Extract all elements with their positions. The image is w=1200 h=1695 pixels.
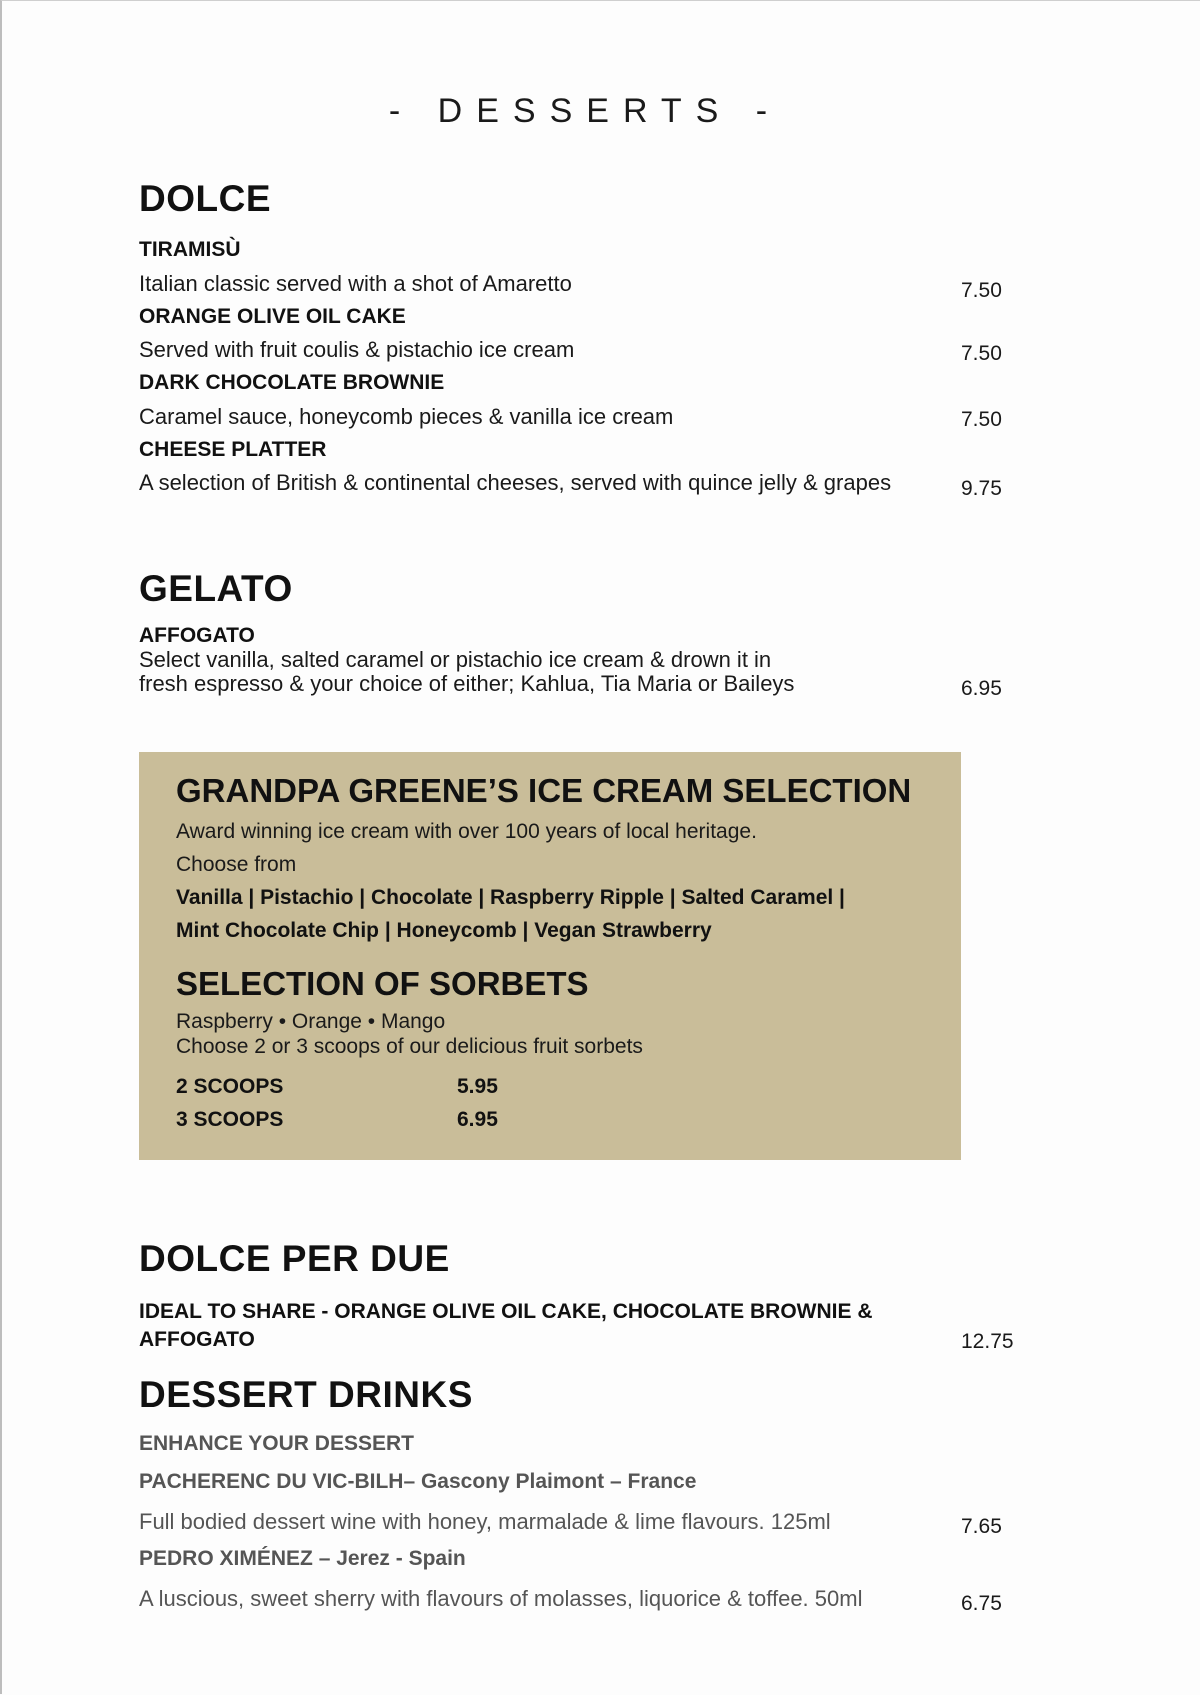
menu-item-desc: Italian classic served with a shot of Amaretto <box>139 271 572 296</box>
section-heading-dessert-drinks: DESSERT DRINKS <box>139 1374 473 1415</box>
drinks-subheading: ENHANCE YOUR DESSERT <box>139 1432 414 1455</box>
dessert-drinks-section <box>139 1374 1039 1416</box>
menu-item-name: DARK CHOCOLATE BROWNIE <box>139 371 445 394</box>
menu-item-price: 6.95 <box>961 677 1002 700</box>
scoop-option-price: 6.95 <box>457 1108 498 1131</box>
menu-item-desc <box>139 648 794 696</box>
menu-item-price: 9.75 <box>961 477 1002 500</box>
menu-item-price: 7.65 <box>961 1515 1002 1538</box>
menu-item-name-line: IDEAL TO SHARE - ORANGE OLIVE OIL CAKE, CHOCOLATE BROWNIE & <box>139 1300 873 1323</box>
menu-item-name: AFFOGATO <box>139 624 255 647</box>
menu-item-name: PEDRO XIMÉNEZ – Jerez - Spain <box>139 1547 466 1570</box>
menu-item-name <box>139 1298 872 1354</box>
dolce-per-due-section <box>139 1238 1039 1280</box>
page-title: - DESSERTS - <box>388 92 782 130</box>
ice-cream-flavours: Vanilla | Pistachio | Chocolate | Raspberry Ripple | Salted Caramel | <box>176 886 845 909</box>
gelato-section <box>139 568 1039 610</box>
menu-item-price: 7.50 <box>961 342 1002 365</box>
section-heading-dolce: DOLCE <box>139 178 271 219</box>
menu-item-name-line: AFFOGATO <box>139 1328 255 1351</box>
sorbet-desc: Choose 2 or 3 scoops of our delicious fruit sorbets <box>176 1035 643 1058</box>
menu-item-desc: Served with fruit coulis & pistachio ice cream <box>139 337 575 362</box>
menu-item-desc-line: fresh espresso & your choice of either; Kahlua, Tia Maria or Baileys <box>139 671 795 696</box>
scoop-option-label: 3 SCOOPS <box>176 1108 284 1131</box>
dolce-section <box>139 178 1039 220</box>
sorbet-flavours: Raspberry • Orange • Mango <box>176 1010 446 1033</box>
menu-item-desc: Caramel sauce, honeycomb pieces & vanilla ice cream <box>139 404 674 429</box>
menu-item-desc: A selection of British & continental cheeses, served with quince jelly & grapes <box>139 470 892 495</box>
menu-item-desc: Full bodied dessert wine with honey, marmalade & lime flavours. 125ml <box>139 1509 831 1534</box>
menu-item-price: 6.75 <box>961 1592 1002 1615</box>
menu-item-name: ORANGE OLIVE OIL CAKE <box>139 305 406 328</box>
ice-cream-box <box>139 752 961 1160</box>
section-heading-gelato: GELATO <box>139 568 293 609</box>
menu-item-price: 7.50 <box>961 279 1002 302</box>
menu-item-name: CHEESE PLATTER <box>139 438 327 461</box>
scoop-option-price: 5.95 <box>457 1075 498 1098</box>
ice-cream-heading: GRANDPA GREENE’S ICE CREAM SELECTION <box>176 772 912 809</box>
scoop-option-label: 2 SCOOPS <box>176 1075 284 1098</box>
menu-item-name: PACHERENC DU VIC-BILH– Gascony Plaimont – France <box>139 1470 697 1493</box>
ice-cream-choose: Choose from <box>176 853 297 876</box>
menu-item-name: TIRAMISÙ <box>139 238 241 261</box>
sorbet-heading: SELECTION OF SORBETS <box>176 965 589 1002</box>
menu-item-price: 12.75 <box>961 1330 1014 1353</box>
menu-item-desc: A luscious, sweet sherry with flavours of molasses, liquorice & toffee. 50ml <box>139 1586 863 1611</box>
menu-item-desc-line: Select vanilla, salted caramel or pistachio ice cream & drown it in <box>139 647 772 672</box>
ice-cream-intro: Award winning ice cream with over 100 years of local heritage. <box>176 820 757 843</box>
section-heading-dolce-per-due: DOLCE PER DUE <box>139 1238 450 1279</box>
ice-cream-flavours: Mint Chocolate Chip | Honeycomb | Vegan Strawberry <box>176 919 712 942</box>
menu-item-price: 7.50 <box>961 408 1002 431</box>
